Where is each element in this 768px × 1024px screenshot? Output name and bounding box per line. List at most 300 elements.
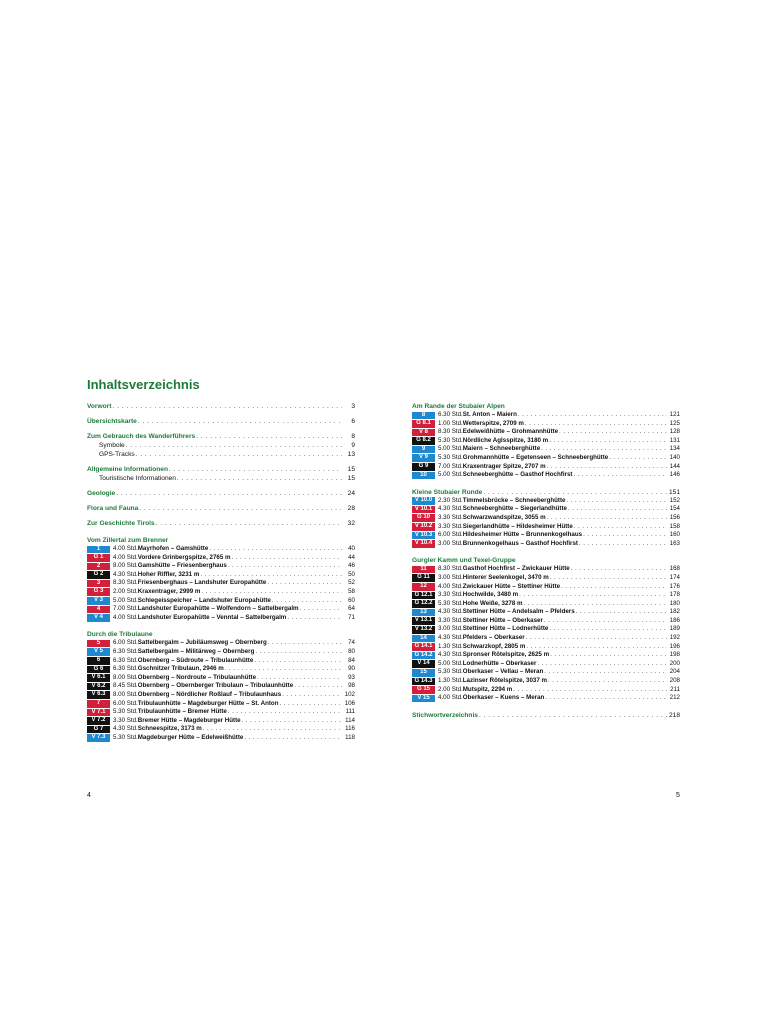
tour-code-badge: G 15 <box>412 686 435 694</box>
tour-entry[interactable] <box>412 694 680 703</box>
tour-name: Gasthof Hochfirst – Zwickauer Hütte <box>462 565 570 573</box>
toc-entry-label: Stichwortverzeichnis <box>412 711 478 719</box>
dot-leader <box>483 488 667 497</box>
tour-duration: 5.30 Std. <box>113 708 138 716</box>
tour-code-badge: G 6 <box>87 666 110 674</box>
tour-code-badge: G 14.3 <box>412 678 435 686</box>
tour-code-badge: 8 <box>412 412 435 420</box>
tour-duration: 2.00 Std. <box>438 685 463 693</box>
tour-entry[interactable] <box>87 725 355 734</box>
dot-leader <box>169 465 342 474</box>
tour-code-badge: G 9 <box>412 463 435 471</box>
tour-entry[interactable] <box>87 588 355 597</box>
tour-name: Stettiner Hütte – Andelsalm – Pfelders <box>462 608 575 616</box>
dot-leader <box>525 420 667 429</box>
tour-code-badge: 5 <box>87 640 110 648</box>
tour-page: 192 <box>669 634 680 642</box>
tour-duration: 5.00 Std. <box>438 471 463 479</box>
tour-entry[interactable] <box>87 691 355 700</box>
dot-leader <box>544 668 667 677</box>
tour-duration: 8.30 Std. <box>113 579 138 587</box>
tour-entry[interactable] <box>412 497 680 506</box>
tour-entry[interactable] <box>87 674 355 683</box>
tour-code-badge: V 6.2 <box>87 683 110 691</box>
tour-name: Nördliche Aglsspitze, 3180 m <box>462 436 549 444</box>
dot-leader <box>609 454 667 463</box>
tour-page: 121 <box>669 411 680 418</box>
tour-duration: 3.00 Std. <box>438 539 463 547</box>
toc-entry[interactable] <box>87 402 355 411</box>
dot-leader <box>257 674 342 683</box>
tour-entry[interactable] <box>412 600 680 609</box>
tour-code-badge: V 6.1 <box>87 674 110 682</box>
tour-duration: 5.30 Std. <box>438 668 463 676</box>
tour-duration: 5.30 Std. <box>113 733 138 741</box>
tour-name: Mutspitz, 2294 m <box>462 685 513 693</box>
tour-duration: 3.00 Std. <box>438 573 463 581</box>
tour-entry[interactable] <box>412 643 680 652</box>
toc-entry-page: 13 <box>347 451 355 458</box>
dot-leader <box>255 648 342 657</box>
tour-name: Obernberg – Obernberger Tribulaun – Tribulaunhütte <box>137 682 294 690</box>
toc-entry-page: 8 <box>351 433 355 440</box>
tour-duration: 6.30 Std. <box>113 665 138 673</box>
tour-entry[interactable] <box>412 625 680 634</box>
tour-name: Wetterspitze, 2709 m <box>462 419 524 427</box>
tour-duration: 5.00 Std. <box>438 659 463 667</box>
section-page: 151 <box>668 488 680 496</box>
tour-code-badge: V 13.1 <box>412 617 435 625</box>
tour-code-badge: 6 <box>87 657 110 665</box>
toc-entry[interactable] <box>87 450 355 459</box>
tour-entry[interactable] <box>87 682 355 691</box>
dot-leader <box>280 700 343 709</box>
tour-entry[interactable] <box>412 420 680 429</box>
dot-leader <box>126 441 342 450</box>
dot-leader <box>267 579 342 588</box>
tour-duration: 8.00 Std. <box>113 562 138 570</box>
dot-leader <box>201 588 342 597</box>
tour-entry[interactable] <box>412 591 680 600</box>
tour-duration: 1.00 Std. <box>438 419 463 427</box>
tour-name: Grohmannhütte – Egetenseen – Schneeberghütte <box>462 453 609 461</box>
tour-duration: 5.00 Std. <box>113 596 138 604</box>
dot-leader <box>518 411 667 420</box>
tour-page: 208 <box>669 677 680 685</box>
tour-duration: 5.30 Std. <box>438 453 463 461</box>
tour-page: 64 <box>348 605 355 613</box>
tour-entry[interactable] <box>87 657 355 666</box>
tour-page: 178 <box>669 591 680 599</box>
tour-name: Landshuter Europahütte – Wolfendorn – Sattelbergalm <box>137 605 299 613</box>
tour-name: Kraxentrager Spitze, 2707 m <box>462 462 546 470</box>
tour-page: 168 <box>669 565 680 573</box>
tour-page: 84 <box>348 656 355 664</box>
tour-code-badge: G 11 <box>412 574 435 582</box>
tour-name: Sattelbergalm – Militärweg – Obernberg <box>137 647 255 655</box>
tour-page: 131 <box>669 436 680 444</box>
toc-entry-label: Symbole <box>99 442 125 449</box>
tour-entry[interactable] <box>412 531 680 540</box>
tour-page: 118 <box>345 733 355 741</box>
tour-code-badge: G 10 <box>412 514 435 522</box>
tour-code-badge: 9 <box>412 446 435 454</box>
dot-leader <box>526 643 667 652</box>
tour-entry[interactable] <box>412 471 680 480</box>
tour-duration: 5.30 Std. <box>438 599 463 607</box>
tour-entry[interactable] <box>412 523 680 532</box>
dot-leader <box>196 432 342 441</box>
tour-page: 125 <box>669 419 680 427</box>
toc-entry-page: 15 <box>347 466 355 473</box>
tour-entry[interactable] <box>87 545 355 554</box>
tour-name: Landshuter Europahütte – Venntal – Sattelbergalm <box>137 613 287 621</box>
dot-leader <box>561 583 667 592</box>
tour-duration: 3.30 Std. <box>438 616 463 624</box>
dot-leader <box>136 450 342 459</box>
tour-entry[interactable] <box>87 614 355 623</box>
dot-leader <box>519 591 667 600</box>
dot-leader <box>479 711 667 720</box>
tour-code-badge: 10 <box>412 472 435 480</box>
page-number-right: 5 <box>676 792 680 799</box>
tour-name: Lodnerhütte – Oberkaser <box>462 659 537 667</box>
dot-leader <box>549 625 667 634</box>
dot-leader <box>550 651 667 660</box>
tour-duration: 4.30 Std. <box>438 608 463 616</box>
tour-page: 140 <box>669 453 680 461</box>
section-title: Kleine Stubaier Runde <box>412 488 483 496</box>
tour-page: 211 <box>670 685 680 693</box>
tour-page: 176 <box>669 582 680 590</box>
intro-entries <box>87 402 355 528</box>
dot-leader <box>254 657 342 666</box>
dot-leader <box>549 437 667 446</box>
tour-name: Spronser Rötelspitze, 2625 m <box>462 651 550 659</box>
tour-entry[interactable] <box>412 668 680 677</box>
dot-leader <box>200 571 342 580</box>
tour-entry[interactable] <box>412 617 680 626</box>
tour-name: Sattelbergalm – Jubiläumsweg – Obernberg <box>137 639 267 647</box>
section-heading[interactable] <box>412 488 680 497</box>
tour-entry[interactable] <box>87 734 355 743</box>
dot-leader <box>300 605 342 614</box>
tour-name: Schwarzwandspitze, 3055 m <box>462 513 546 521</box>
toc-entry-page: 32 <box>347 520 355 527</box>
tour-entry[interactable] <box>412 428 680 437</box>
tour-entry[interactable] <box>412 445 680 454</box>
tour-duration: 2.00 Std. <box>113 587 138 595</box>
tour-name: Tribulaunhütte – Bremer Hütte <box>137 708 227 716</box>
dot-leader <box>568 505 667 514</box>
toc-entry-label: Vorwort <box>87 403 112 410</box>
tour-entry[interactable] <box>87 700 355 709</box>
toc-entry[interactable] <box>87 417 355 426</box>
toc-entry[interactable] <box>87 441 355 450</box>
tour-page: 156 <box>669 513 680 521</box>
tour-page: 144 <box>669 462 680 470</box>
dot-leader <box>524 600 667 609</box>
tour-name: Obernberg – Nordroute – Tribulaunhütte <box>137 673 257 681</box>
tour-page: 80 <box>348 647 355 655</box>
tour-code-badge: V 10.2 <box>412 523 435 531</box>
tour-duration: 3.30 Std. <box>113 716 138 724</box>
tour-entry[interactable] <box>87 717 355 726</box>
tour-entry[interactable] <box>87 597 355 606</box>
dot-leader <box>513 686 667 695</box>
tour-entry[interactable] <box>412 583 680 592</box>
tour-duration: 5.30 Std. <box>438 436 463 444</box>
tour-entry[interactable] <box>87 571 355 580</box>
toc-entry-page: 9 <box>351 442 355 449</box>
tour-page: 204 <box>669 668 680 676</box>
toc-entry-index[interactable] <box>412 711 680 720</box>
tour-name: Oberkaser – Vellau – Meran <box>462 668 544 676</box>
tour-duration: 6.30 Std. <box>113 647 138 655</box>
tour-entry[interactable] <box>412 463 680 472</box>
tour-code-badge: V 6.3 <box>87 691 110 699</box>
tour-entry[interactable] <box>87 562 355 571</box>
tour-name: Lazinser Rötelspitze, 3037 m <box>462 677 548 685</box>
toc-entry[interactable] <box>87 465 355 474</box>
tour-entry[interactable] <box>412 411 680 420</box>
tour-entry[interactable] <box>412 686 680 695</box>
dot-leader <box>203 725 342 734</box>
toc-entry-page: 218 <box>668 711 680 719</box>
tour-duration: 6.30 Std. <box>438 411 463 418</box>
dot-leader <box>583 531 667 540</box>
tour-code-badge: 4 <box>87 606 110 614</box>
tour-entry[interactable] <box>412 608 680 617</box>
tour-code-badge: V 8 <box>412 429 435 437</box>
tour-code-badge: V 10.0 <box>412 497 435 505</box>
tour-code-badge: 2 <box>87 563 110 571</box>
tour-duration: 8.00 Std. <box>113 673 138 681</box>
tour-code-badge: G 12.1 <box>412 592 435 600</box>
tour-duration: 6.00 Std. <box>113 639 138 647</box>
toc-entry[interactable] <box>87 519 355 528</box>
tour-code-badge: G 8.1 <box>412 420 435 428</box>
tour-code-badge: G 14.1 <box>412 643 435 651</box>
tour-page: 134 <box>669 445 680 453</box>
dot-leader <box>242 717 342 726</box>
dot-leader <box>537 660 667 669</box>
dot-leader <box>268 639 342 648</box>
tour-page: 71 <box>348 613 355 621</box>
toc-entry-label: Zum Gebrauch des Wanderführers <box>87 433 196 440</box>
tour-code-badge: 14 <box>412 635 435 643</box>
tour-page: 98 <box>348 682 355 690</box>
page-title: Inhaltsverzeichnis <box>87 377 200 392</box>
tour-entry[interactable] <box>87 605 355 614</box>
tour-name: Timmelsbrücke – Schneeberghütte <box>462 496 566 504</box>
tour-name: Schwarzkopf, 2805 m <box>462 642 526 650</box>
tour-page: 174 <box>669 573 680 581</box>
tour-code-badge: V 5 <box>87 648 110 656</box>
tour-page: 198 <box>669 651 680 659</box>
tour-page: 154 <box>669 505 680 513</box>
tour-entry[interactable] <box>412 437 680 446</box>
tour-code-badge: 15 <box>412 669 435 677</box>
tour-entry[interactable] <box>412 540 680 549</box>
tour-name: Hinterer Seelenkogel, 3470 m <box>462 573 549 581</box>
tour-page: 128 <box>669 428 680 436</box>
toc-entry-page: 24 <box>347 490 355 497</box>
dot-leader <box>571 565 667 574</box>
tour-name: Tribulaunhütte – Magdeburger Hütte – St. Anton <box>137 699 279 707</box>
toc-entry-label: GPS-Tracks <box>99 451 135 458</box>
tour-entry[interactable] <box>87 708 355 717</box>
tour-entry[interactable] <box>87 639 355 648</box>
tour-name: Schneespitze, 3173 m <box>137 725 202 733</box>
tour-duration: 3.30 Std. <box>438 513 463 521</box>
tour-duration: 6.00 Std. <box>438 531 463 539</box>
tour-code-badge: 1 <box>87 546 110 554</box>
tour-name: Hildesheimer Hütte – Brunnenkogelhaus <box>462 531 583 539</box>
tour-page: 116 <box>345 725 355 733</box>
dot-leader <box>177 474 342 483</box>
tour-entry[interactable] <box>87 665 355 674</box>
tour-duration: 4.00 Std. <box>113 553 138 561</box>
toc-entry[interactable] <box>87 432 355 441</box>
tour-duration: 4.00 Std. <box>113 613 138 621</box>
tour-page: 146 <box>669 471 680 479</box>
tour-code-badge: G 14.2 <box>412 652 435 660</box>
dot-leader <box>550 574 667 583</box>
tour-name: Schneeberghütte – Siegerlandhütte <box>462 505 567 513</box>
toc-entry-page: 15 <box>347 475 355 482</box>
tour-duration: 7.00 Std. <box>438 462 463 470</box>
tour-name: Siegerlandhütte – Hildesheimer Hütte <box>462 522 573 530</box>
tour-duration: 4.00 Std. <box>438 582 463 590</box>
dot-leader <box>228 562 342 571</box>
dot-leader <box>544 617 667 626</box>
toc-entry-label: Flora und Fauna <box>87 505 139 512</box>
tour-code-badge: V 7.3 <box>87 734 110 742</box>
toc-entry[interactable] <box>87 504 355 513</box>
toc-entry-page: 3 <box>351 403 355 410</box>
dot-leader <box>545 694 667 703</box>
tour-page: 160 <box>669 531 680 539</box>
tour-duration: 6.30 Std. <box>113 656 138 664</box>
tour-entry[interactable] <box>412 454 680 463</box>
toc-entry-page: 6 <box>351 418 355 425</box>
tour-name: Hoher Riffler, 3231 m <box>137 570 200 578</box>
section-heading: Durch die Tribulaune <box>87 631 153 639</box>
dot-leader <box>116 489 342 498</box>
tour-name: Obernberg – Nördlicher Roßlauf – Tribulaunhaus <box>137 690 282 698</box>
dot-leader <box>547 514 667 523</box>
tour-duration: 1.30 Std. <box>438 642 463 650</box>
tour-name: Friesenberghaus – Landshuter Europahütte <box>137 579 267 587</box>
tour-sections-left <box>87 536 355 742</box>
tour-entry[interactable] <box>412 634 680 643</box>
section-heading: Vom Zillertal zum Brenner <box>87 537 169 544</box>
tour-page: 93 <box>348 673 355 681</box>
tour-duration: 8.30 Std. <box>438 428 463 436</box>
tour-page: 50 <box>348 570 355 578</box>
dot-leader <box>579 540 667 549</box>
dot-leader <box>232 554 342 563</box>
dot-leader <box>526 634 667 643</box>
dot-leader <box>547 463 667 472</box>
toc-entry-label: Allgemeine Informationen <box>87 466 168 473</box>
tour-page: 44 <box>348 553 355 561</box>
tour-entry[interactable] <box>87 579 355 588</box>
tour-sections-right <box>412 402 680 703</box>
tour-page: 182 <box>669 608 680 616</box>
tour-name: Stettiner Hütte – Lodnerhütte <box>462 625 549 633</box>
tour-name: Gamshütte – Friesenberghaus <box>137 562 227 570</box>
tour-page: 200 <box>669 659 680 667</box>
tour-code-badge: V 15 <box>412 695 435 703</box>
tour-code-badge: G 1 <box>87 554 110 562</box>
tour-code-badge: 12 <box>412 583 435 591</box>
tour-code-badge: V 10.4 <box>412 540 435 548</box>
tour-name: Obernberg – Südroute – Tribulaunhütte <box>137 656 254 664</box>
tour-code-badge: V 10.3 <box>412 532 435 540</box>
tour-code-badge: G 12.2 <box>412 600 435 608</box>
right-page-toc <box>412 402 680 720</box>
dot-leader <box>294 682 342 691</box>
tour-code-badge: G 8.2 <box>412 437 435 445</box>
tour-name: Oberkaser – Kuens – Meran <box>462 694 545 702</box>
tour-duration: 4.30 Std. <box>113 725 138 733</box>
section-heading: Gurgler Kamm und Texel-Gruppe <box>412 557 516 565</box>
dot-leader <box>112 402 342 411</box>
tour-code-badge: V 9 <box>412 454 435 462</box>
tour-name: Maiern – Schneeberghütte <box>462 445 541 453</box>
tour-name: Hohe Weiße, 3278 m <box>462 599 523 607</box>
dot-leader <box>574 523 667 532</box>
tour-name: Edelweißhütte – Grohmannhütte <box>462 428 559 436</box>
tour-entry[interactable] <box>412 514 680 523</box>
tour-duration: 4.00 Std. <box>113 545 138 552</box>
tour-entry[interactable] <box>412 660 680 669</box>
tour-entry[interactable] <box>412 505 680 514</box>
tour-page: 189 <box>669 625 680 633</box>
tour-name: Mayrhofen – Gamshütte <box>137 545 209 552</box>
tour-entry[interactable] <box>87 648 355 657</box>
tour-name: Schneeberghütte – Gasthof Hochfirst <box>462 471 573 479</box>
tour-entry[interactable] <box>412 677 680 686</box>
tour-name: Pfelders – Oberkaser <box>462 634 525 642</box>
tour-entry[interactable] <box>412 651 680 660</box>
toc-entry[interactable] <box>87 489 355 498</box>
tour-name: Gschnitzer Tribulaun, 2946 m <box>137 665 224 673</box>
tour-page: 74 <box>348 639 355 647</box>
tour-entry[interactable] <box>87 554 355 563</box>
tour-code-badge: G 2 <box>87 571 110 579</box>
tour-page: 52 <box>348 579 355 587</box>
toc-entry-page: 28 <box>347 505 355 512</box>
tour-entry[interactable] <box>412 574 680 583</box>
tour-duration: 8.45 Std. <box>113 682 138 690</box>
tour-entry[interactable] <box>412 565 680 574</box>
tour-code-badge: V 7.1 <box>87 709 110 717</box>
dot-leader <box>566 497 667 506</box>
dot-leader <box>282 691 342 700</box>
toc-entry[interactable] <box>87 474 355 483</box>
tour-name: Schlegeisspeicher – Landshuter Europahütte <box>137 596 271 604</box>
tour-code-badge: V 7.2 <box>87 717 110 725</box>
tour-name: Stettiner Hütte – Oberkaser <box>462 616 543 624</box>
spacer <box>412 548 680 556</box>
tour-name: St. Anton – Maiern <box>462 411 517 418</box>
page-number-left: 4 <box>87 792 91 799</box>
section-heading: Am Rande der Stubaier Alpen <box>412 403 505 410</box>
tour-page: 186 <box>669 616 680 624</box>
